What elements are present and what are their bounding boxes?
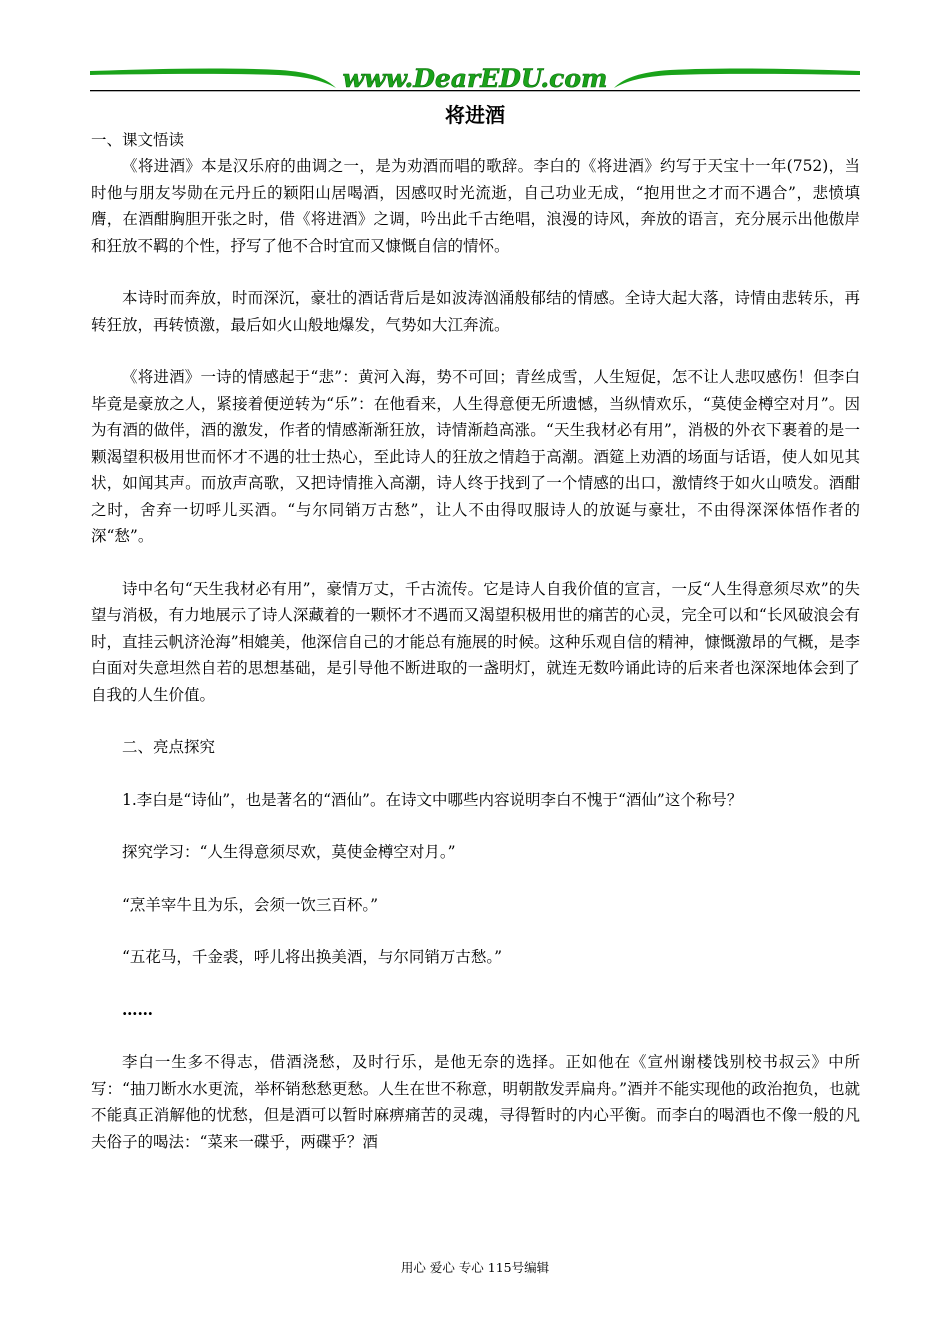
- quote-2: “五花马，千金裘，呼儿将出换美酒，与尔同销万古愁。”: [122, 948, 503, 966]
- answer-lead: 探究学习：“人生得意须尽欢，莫使金樽空对月。”: [122, 843, 456, 861]
- paragraph-4: 诗中名句“天生我材必有用”，豪情万丈，千古流传。它是诗人自我价值的宣言，一反“人生得意须尽欢”的失望与消极，有力地展示了诗人深藏着的一颗怀才不遇而又渴望积极用世的痛苦的心灵，完全可以和“长风破浪会有时，直挂云帆济沧海”相媲美，他深信自己的才能总有施展的时候。这种乐观自信的精神，慷慨激昂的气概，是李白面对失意坦然自若的思想基础，是引导他不断进取的一盏明灯，就连无数吟诵此诗的后来者也深深地体会到了自我的人生价值。: [91, 579, 860, 704]
- section-heading-2: 二、亮点探究: [122, 738, 216, 756]
- quote-1: “烹羊宰牛且为乐，会须一饮三百杯。”: [122, 895, 379, 914]
- question-1: 1.李白是“诗仙”，也是著名的“酒仙”。在诗文中哪些内容说明李白不愧于“酒仙”这个称号？: [122, 790, 743, 809]
- section-heading-1: 一、课文悟读: [91, 131, 185, 149]
- paragraph-1: 《将进酒》本是汉乐府的曲调之一，是为劝酒而唱的歌辞。李白的《将进酒》约写于天宝十一年(752)，当时他与朋友岑勋在元丹丘的颖阳山居喝酒，因感叹时光流逝，自己功业无成，“抱用世之才而不遇合”，悲愤填膺，在酒酣胸胆开张之时，借《将进酒》之调，吟出此千古绝唱，浪漫的诗风，奔放的语言，充分展示出他傲岸和狂放不羁的个性，抒写了他不合时宜而又慷慨自信的情怀。: [91, 157, 860, 255]
- page-title: 将进酒: [445, 103, 505, 127]
- document-body: [91, 127, 860, 1155]
- right-swoosh: [614, 68, 860, 88]
- dearedu-logo: [90, 58, 860, 100]
- page-footer: 用心 爱心 专心 115号编辑: [400, 1260, 550, 1275]
- closing-paragraph: 李白一生多不得志，借酒浇愁，及时行乐，是他无奈的选择。正如他在《宣州谢楼饯别校书叔云》中所写：“抽刀断水水更流，举杯销愁愁更愁。人生在世不称意，明朝散发弄扁舟。”酒并不能实现他的政治抱负，也就不能真正消解他的忧愁，但是酒可以暂时麻痹痛苦的灵魂，寻得暂时的内心平衡。而李白的喝酒也不像一般的凡夫俗子的喝法：“菜来一碟乎，两碟乎？酒: [91, 1053, 860, 1151]
- ellipsis: ……: [122, 999, 153, 1019]
- site-url-text: www.DearEDU.com: [342, 64, 608, 93]
- paragraph-3: 《将进酒》一诗的情感起于“悲”：黄河入海，势不可回；青丝成雪，人生短促，怎不让人悲叹感伤！但李白毕竟是豪放之人，紧接着便逆转为“乐”：在他看来，人生得意便无所遗憾，当纵情欢乐，“莫使金樽空对月”。因为有酒的做伴，酒的激发，作者的情感渐渐狂放，诗情渐趋高涨。“天生我材必有用”，消极的外衣下裹着的是一颗渴望积极用世而怀才不遇的壮士热心，至此诗人的狂放之情趋于高潮。酒筵上劝酒的场面与话语，使人如见其状，如闻其声。而放声高歌，又把诗情推入高潮，诗人终于找到了一个情感的出口，激情终于如火山喷发。酒酣之时，舍弃一切呼儿买酒。“与尔同销万古愁”，让人不由得叹服诗人的放诞与豪壮，不由得深深体悟作者的深“愁”。: [91, 368, 860, 545]
- site-header-banner: [90, 58, 860, 100]
- left-swoosh: [90, 68, 336, 88]
- paragraph-2: 本诗时而奔放，时而深沉，豪壮的酒话背后是如波涛汹涌般郁结的情感。全诗大起大落，诗情由悲转乐，再转狂放，再转愤激，最后如火山般地爆发，气势如大江奔流。: [91, 289, 860, 334]
